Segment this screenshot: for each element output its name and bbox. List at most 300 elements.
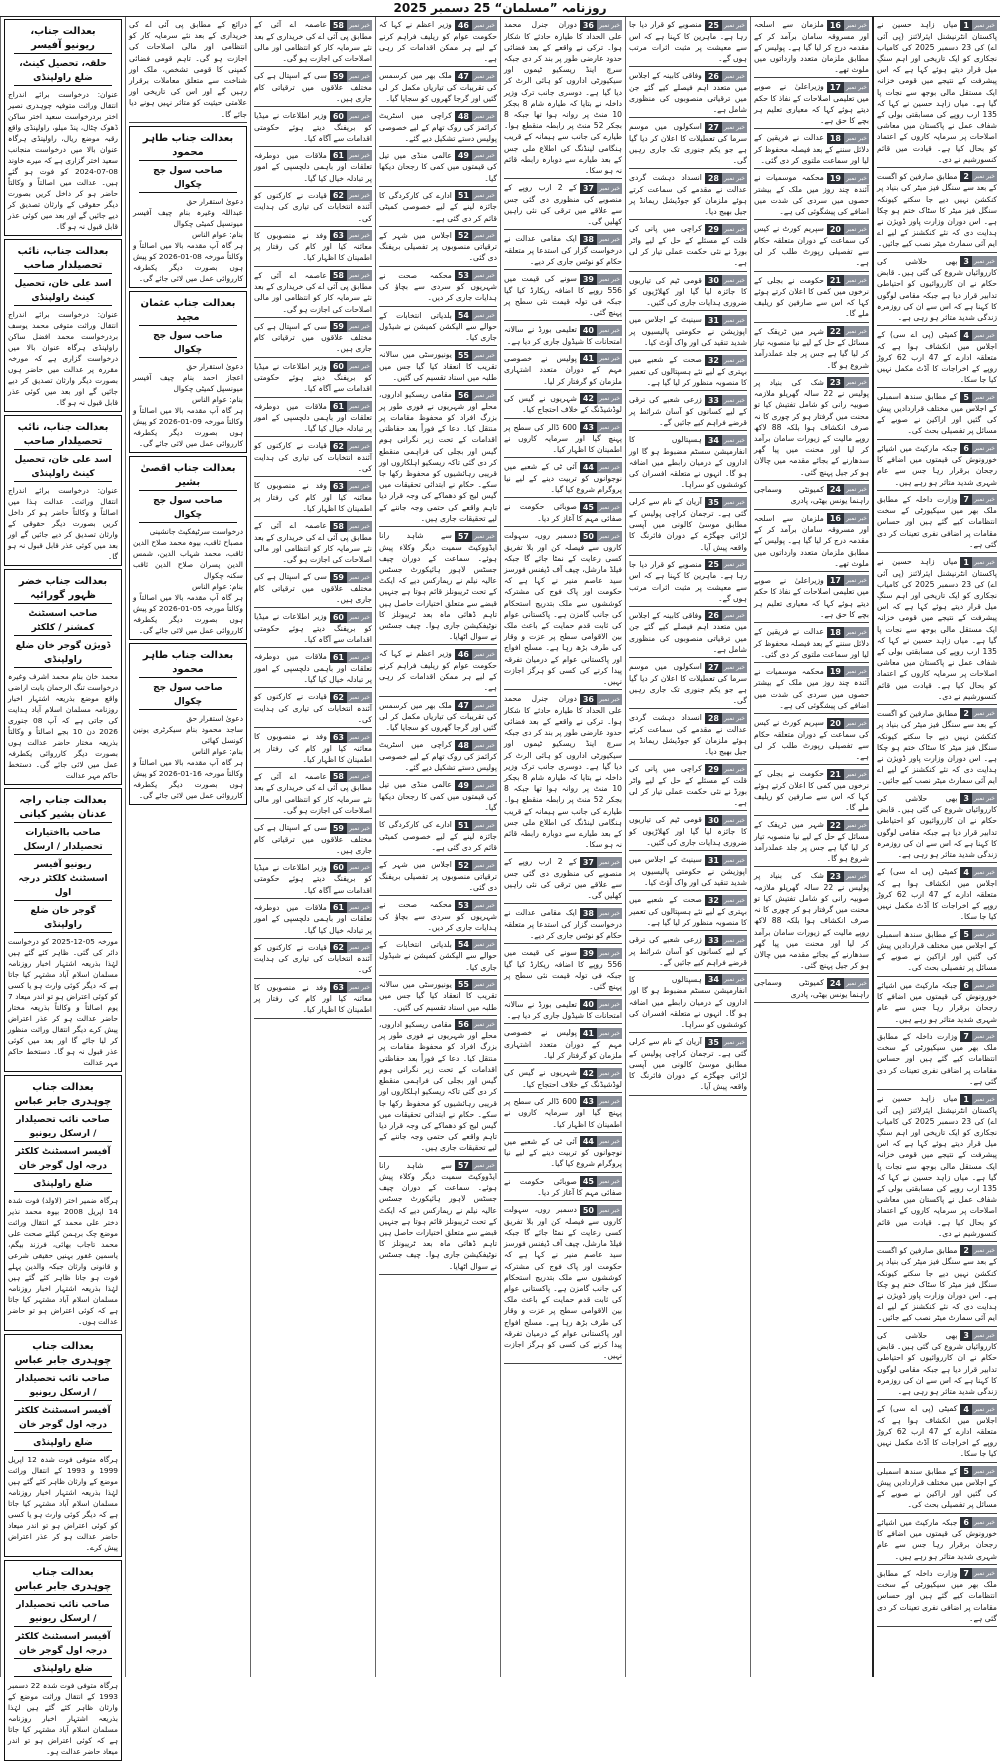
badge-number: 40	[580, 999, 597, 1010]
badge-number: 52	[455, 230, 472, 241]
news-text: انسداد دہشت گردی عدالت نے مقدمے کی سماعت کرتے ہوئے ملزمان کو جوڈیشل ریمانڈ پر جیل بھیج دیا۔	[629, 713, 747, 757]
news-text: قومی ٹیم کی تیاریوں کا جائزہ لیا گیا اور کھلاڑیوں کو ضروری ہدایات جاری کی گئیں۔	[629, 275, 747, 308]
news-number-badge	[455, 20, 497, 31]
news-text: سینیٹ کے اجلاس میں اپوزیشن نے حکومتی پالیسیوں پر شدید تنقید کی اور واک آؤٹ کیا۔	[629, 315, 747, 348]
news-text: صوبائی حکومت نے صفائی مہم کا آغاز کر دیا۔	[504, 502, 622, 523]
news-item	[754, 717, 869, 765]
news-text: اسکولوں میں موسم سرما کی تعطیلات کا اعلان کر دیا گیا ہے جو یکم جنوری تک جاری رہیں گی۔	[629, 662, 747, 705]
news-number-badge	[330, 441, 372, 452]
badge-number: 50	[580, 1205, 597, 1216]
news-text: وفاقی کابینہ کے اجلاس میں متعدد اہم فیصلے کیے گئے جن میں ترقیاتی منصوبوں کی منظوری شامل ہے۔	[629, 71, 747, 115]
news-number-badge	[827, 173, 869, 184]
badge-number: 1	[960, 20, 972, 31]
news-item	[877, 1330, 997, 1401]
news-item	[877, 1466, 997, 1514]
badge-label: خبر نمبر	[599, 909, 620, 917]
news-number-badge	[705, 559, 747, 570]
badge-label: خبر نمبر	[349, 824, 370, 832]
badge-number: 45	[580, 1176, 597, 1187]
news-text: وزیر اطلاعات نے میڈیا کو بریفنگ دیتے ہوئے حکومتی اقدامات سے آگاہ کیا۔	[254, 612, 372, 644]
news-text: ملاقات میں دوطرفہ تعلقات اور باہمی دلچسپی کے امور پر تبادلہ خیال کیا گیا۔	[254, 401, 372, 434]
news-item	[254, 862, 372, 899]
badge-number: 30	[705, 815, 722, 826]
news-number-badge	[455, 531, 497, 542]
news-text: کراچی میں اسٹریٹ کرائمز کی روک تھام کے لیے خصوصی پولیس دستے تشکیل دیے گئے۔	[379, 740, 497, 773]
news-text: پولیس نے خصوصی مہم کے دوران متعدد اشتہاری ملزمان کو گرفتار کر لیا۔	[504, 353, 622, 386]
news-number-badge	[827, 133, 869, 144]
badge-label: خبر نمبر	[974, 173, 995, 181]
badge-label: خبر نمبر	[846, 770, 867, 778]
badge-number: 42	[580, 1068, 597, 1079]
notice-sub2: ضلع راولپنڈی	[14, 1436, 112, 1451]
badge-label: خبر نمبر	[474, 192, 495, 200]
badge-number: 3	[960, 793, 972, 804]
news-number-badge	[455, 860, 497, 871]
news-item	[254, 651, 372, 688]
news-item	[379, 150, 497, 187]
notice-parties: ساجد محمود بنام سیکرٹری یونین کونسل کھائی	[133, 724, 243, 745]
news-text: وزیر اعظم نے کہا کہ حکومت عوام کو ریلیف فراہم کرنے کے لیے ہر ممکن اقدامات کر رہی ہے۔	[379, 20, 497, 63]
news-text: محکمہ صحت نے شہریوں کو سردی سے بچاؤ کی ہدایات جاری کر دیں۔	[379, 270, 497, 303]
news-number-badge	[580, 234, 622, 245]
news-number-badge	[705, 395, 747, 406]
badge-label: خبر نمبر	[846, 379, 867, 387]
news-number-badge	[705, 20, 747, 31]
court-notice	[129, 456, 247, 640]
badge-number: 58	[330, 521, 347, 532]
news-text: قیادت نے کارکنوں کو آئندہ انتخابات کی تیاری کی ہدایت کی۔	[254, 441, 372, 474]
news-number-badge	[330, 361, 372, 372]
badge-label: خبر نمبر	[474, 781, 495, 789]
news-text: وفد نے منصوبوں کا معائنہ کیا اور کام کی رفتار پر اطمینان کا اظہار کیا۔	[254, 732, 372, 764]
news-text: وفد نے منصوبوں کا معائنہ کیا اور کام کی رفتار پر اطمینان کا اظہار کیا۔	[254, 230, 372, 263]
badge-number: 19	[827, 173, 844, 184]
news-item	[629, 70, 747, 118]
column-news-3	[625, 17, 750, 1677]
news-item	[504, 1136, 622, 1173]
news-item	[877, 980, 997, 1028]
news-text: ادارے کی کارکردگی کا جائزہ لینے کے لیے خصوصی کمیٹی قائم کر دی گئی ہے۔	[379, 820, 497, 852]
news-item	[754, 819, 869, 867]
news-text: ایک مقامی عدالت نے درخواست گزار کی استدعا پر متعلقہ حکام کو نوٹس جاری کر دیے۔	[504, 234, 622, 266]
news-text: دوران جنرل محمد علی الحداد کا طیارہ حادثے کا شکار ہوا۔ ترکی نے واقعے کے بعد فضائی حدود عارضی طور پر بند کر دی جبکہ سرچ اینڈ ریسکیو ٹیموں اور سیکیورٹی اداروں کو ہائی الرٹ کر دیا گیا ہے۔ دوسری جانب ترک وزیر داخلہ نے بتایا کہ طیارہ شام 8 بجکر 10 منٹ پر روانہ ہوا تھا جبکہ 8 بجکر 52 منٹ پر رابطہ منقطع ہوا۔ طیارے کی جانب سے ہیمانہ کے قریب ہنگامی لینڈنگ کی اطلاع ملی جس کے بعد طیارے سے دوبارہ رابطہ قائم نہ ہو سکا۔	[504, 694, 622, 850]
news-item	[254, 520, 372, 568]
news-item	[379, 899, 497, 936]
badge-number: 16	[827, 20, 844, 31]
news-item	[877, 329, 997, 388]
news-item	[504, 353, 622, 390]
news-number-badge	[455, 939, 497, 950]
badge-number: 38	[580, 234, 597, 245]
notice-parties: عبداللہ وغیرہ بنام چیف آفیسر میونسپل کمیٹی چکوال	[133, 207, 243, 228]
badge-number: 1	[960, 1094, 972, 1105]
badge-label: خبر نمبر	[349, 693, 370, 701]
news-text: وزارت داخلہ کے مطابق ملک بھر میں سیکیورٹی کے سخت انتظامات کیے گئے ہیں اور حساس مقامات پر اضافی نفری تعینات کر دی گئی ہے۔	[877, 1568, 997, 1623]
badge-number: 59	[330, 71, 347, 82]
news-text: عاصمہ اے آئی کے مطابق پی آئی اے کی خریداری کے بعد نئے سرمایہ کار کو انتظامی اور مالی اصلاحات کی اجازت ہو گی۔	[254, 771, 372, 815]
badge-label: خبر نمبر	[349, 442, 370, 450]
column-news-1	[872, 17, 1000, 1677]
news-item	[254, 361, 372, 398]
news-text: وفاقی کابینہ کے اجلاس میں متعدد اہم فیصلے کیے گئے جن میں ترقیاتی منصوبوں کی منظوری شامل ہے۔	[629, 610, 747, 654]
news-text: مقامی ریسکیو اداروں، محلے اور شہریوں نے فوری طور پر بزرگ افراد کو محفوظ مقامات پر منتقل کیا۔ دعا کے فوراً بعد حفاظتی اقدامات کے تحت زیر نگرانی ہوم گیس اور بجلی کی فراہمی منقطع کر دی گئی تاکہ ریسکیو اہلکاروں اور قریبی رہائشیوں کو محفوظ رکھا جا سکے۔ حکام نے ابتدائی تحقیقات میں گیس لیج کو دھماکے کی وجہ قرار دیا تاہم واقعے کی حتمی وجہ جاننے کے لیے تحقیقات جاری ہیں۔	[379, 1019, 497, 1153]
badge-label: خبر نمبر	[599, 1069, 620, 1077]
news-item	[629, 1036, 747, 1095]
badge-label: خبر نمبر	[724, 356, 745, 364]
news-item	[254, 822, 372, 859]
badge-number: 53	[455, 900, 472, 911]
news-number-badge	[580, 274, 622, 285]
notice-title: اسد علی خان، تحصیل کینٹ راولپنڈی	[14, 277, 112, 306]
news-text: صحت کے شعبے میں بہتری کے لیے نئے ہسپتالوں کی تعمیر کا منصوبہ منظور کر لیا گیا ہے۔	[629, 895, 747, 927]
news-item	[379, 310, 497, 347]
badge-label: خبر نمبر	[349, 152, 370, 160]
badge-number: 21	[827, 769, 844, 780]
news-text: سی کے اسپتال ہے کی مختلف علاقوں میں ترقیاتی کام جاری ہیں۔	[254, 71, 372, 103]
notice-type: درخواست سرٹیفکیٹ جانشینی	[149, 526, 243, 536]
badge-label: خبر نمبر	[474, 232, 495, 240]
news-text: آریان کے نام سے کرلی گئی ہے۔ ترجمان کراچی پولیس کے مطابق موسیٰ کالونی میں آپسی لڑائی جھگڑے کے دوران فائرنگ کا واقعہ پیش آیا۔	[629, 497, 747, 552]
badge-label: خبر نمبر	[846, 872, 867, 880]
news-number-badge	[705, 224, 747, 235]
news-number-badge	[827, 978, 869, 989]
notice-sub: آفیسر اسسٹنٹ کلکٹر درجہ اول گوجر خان	[14, 1145, 112, 1174]
badge-number: 29	[705, 764, 722, 775]
court-notice	[4, 569, 122, 785]
news-text: شک کی بنیاد پر پولیس نے 22 سالہ گھریلو ملازمہ صوبیہ رانی کو شامل تفتیش کیا تو محنت میں گرفتار ہو کر چوری کا نہ صرف انکشاف ہوا بلکہ 88 لاکھ روپے مالیت کے زیورات سامان برآمد کر لیا اور محنت میں پیا گھر سدھارنے کے بجائے مقدمہ میں چالان ہو کر جیل پہنچ گئی۔	[754, 871, 869, 971]
news-text: وزیر اعظم نے کہا کہ حکومت عوام کو ریلیف فراہم کرنے کے لیے ہر ممکن اقدامات کر رہی ہے۔	[379, 649, 497, 693]
badge-number: 43	[580, 422, 597, 433]
badge-number: 30	[705, 275, 722, 286]
notice-court: بعدالت جناب راجہ عدنان بشیر کیانی	[14, 794, 112, 823]
badge-label: خبر نمبر	[349, 323, 370, 331]
news-item	[877, 391, 997, 439]
news-number-badge	[960, 1517, 997, 1528]
news-item	[254, 190, 372, 227]
news-number-badge	[580, 1096, 622, 1107]
news-number-badge	[455, 350, 497, 361]
notice-court: بعدالت جناب طاہر محمود	[139, 132, 237, 161]
news-text: بھی حلاشی کی کارروائیاں شروع کی گئی ہیں۔ قابض حکام نے ان کارروائیوں کو احتیاطی تدابیر قرار دیا ہے جبکہ مقامی لوگوں کا کہنا ہے کہ اس سے ان کی روزمرہ زندگی شدید متاثر ہو رہی ہے۔	[877, 256, 997, 322]
news-number-badge	[580, 502, 622, 513]
news-number-badge	[455, 71, 497, 82]
news-text: دسمبر روں، سہولت کاروں سے فیصلہ کن اور بلا تفریق کسی رعایت کے نمٹا جائے گا جبکہ فیلڈ مارشل، چیف آف ڈیفنس فورسز سید عاصم منیر نے کہا ہے کہ حکومت اور پاک فوج کی مشترکہ کوششوں سے ملک بتدریج استحکام کی جانب گامزن ہے۔ پاکستانی عوام کی ثابت قدم حمایت کے باعث ملک بین الاقوامی سطح پر عزت و وقار کی طرف بڑھ رہا ہے۔ مسلح افواج اور پاکستانی عوام کے درمیان تفرقہ پیدا کرنے کی کسی کو ہرگز اجازت نہیں۔	[504, 531, 622, 687]
badge-number: 4	[960, 1404, 972, 1415]
news-number-badge	[330, 612, 372, 623]
news-text: بھی حلاشی کی کارروائیاں شروع کی گئی ہیں۔ قابض حکام نے ان کارروائیوں کو احتیاطی تدابیر قرار دیا ہے جبکہ مقامی لوگوں کا کہنا ہے کہ اس سے ان کی روزمرہ زندگی شدید متاثر ہو رہی ہے۔	[877, 793, 997, 859]
badge-number: 59	[330, 321, 347, 332]
badge-label: خبر نمبر	[724, 936, 745, 944]
news-text: تعلیمی بورڈ نے سالانہ امتحانات کا شیڈول جاری کر دیا ہے۔	[504, 999, 622, 1020]
news-number-badge	[455, 310, 497, 321]
badge-number: 63	[330, 481, 347, 492]
news-text: جبکہ مارکیٹ میں اشیائے خورونوش کی قیمتوں میں اضافے کا رجحان برقرار رہا جس سے عام شہری شدید متاثر ہو رہے ہیں۔	[877, 443, 997, 487]
badge-number: 47	[455, 700, 472, 711]
badge-label: خبر نمبر	[599, 503, 620, 511]
news-number-badge	[580, 999, 622, 1010]
badge-label: خبر نمبر	[474, 741, 495, 749]
news-number-badge	[580, 393, 622, 404]
notice-title: اسد علی خان، تحصیل کینٹ راولپنڈی	[14, 453, 112, 482]
news-text: تعلیمی بورڈ نے سالانہ امتحانات کا شیڈول جاری کر دیا ہے۔	[504, 325, 622, 346]
notice-court: بعدالت جناب چوہدری جابر عباس	[14, 1081, 112, 1110]
news-item	[504, 324, 622, 350]
news-number-badge	[960, 980, 997, 991]
notice-title: صاحب سول جج چکوال	[139, 329, 237, 358]
badge-label: خبر نمبر	[724, 896, 745, 904]
badge-label: خبر نمبر	[349, 363, 370, 371]
badge-label: خبر نمبر	[724, 436, 745, 444]
badge-label: خبر نمبر	[349, 403, 370, 411]
news-text: میاں زاہد حسین نے پاکستان انٹرنیشنل ایئرلائنز (پی آئی اے) کی 23 دسمبر 2025 کی کامیاب نجکاری کو ایک تاریخی اور اہم سنگِ میل قرار دیتے ہوئے کہا ہے کہ اس پیشرفت کے نتیجے میں قومی خزانہ ایک مستقل مالی بوجھ سے نجات پا گیا ہے۔ میاں زاہد حسین نے کہا کہ 135 ارب روپے کی مسابقتی بولی کے شفاف عمل نے پاکستان میں معاشی اصلاحات پر سرمایہ کاروں کے اعتماد کو بحال کیا ہے۔ قیادت میں قائم کنسورشیم نے دی۔	[877, 557, 998, 701]
news-number-badge	[960, 557, 997, 568]
badge-label: خبر نمبر	[599, 21, 620, 29]
news-number-badge	[580, 694, 622, 705]
news-number-badge	[455, 270, 497, 281]
badge-label: خبر نمبر	[474, 1021, 495, 1029]
news-text: وزیر اطلاعات نے میڈیا کو بریفنگ دیتے ہوئے حکومتی اقدامات سے آگاہ کیا۔	[254, 862, 372, 895]
badge-number: 53	[455, 270, 472, 281]
news-item	[877, 19, 997, 168]
news-number-badge	[455, 230, 497, 241]
badge-number: 35	[705, 1037, 722, 1048]
news-text: ہسپتالوں کا انفارمیشن سسٹم مضبوط ہو گا اور اداروں کے درمیان رابطے میں اضافہ ہو گا۔ انہوں نے متعلقہ افسران کی کوششوں کو سراہا۔	[629, 974, 747, 1030]
news-text: کے مطابق سندھ اسمبلی کے اجلاس میں مختلف قراردادیں پیش کی گئیں اور اراکین نے صوبے کے مسائل پر تفصیلی بحث کی۔	[877, 1466, 997, 1510]
badge-label: خبر نمبر	[846, 83, 867, 91]
court-notice	[4, 1334, 122, 1557]
notice-title: صاحب نائب تحصیلدار / ارسکل ریونیو	[14, 1598, 112, 1627]
news-item	[254, 771, 372, 819]
badge-number: 51	[455, 820, 472, 831]
badge-number: 62	[330, 692, 347, 703]
news-item	[254, 70, 372, 107]
news-item	[877, 443, 997, 491]
news-number-badge	[960, 1330, 997, 1341]
news-item	[877, 1031, 997, 1090]
badge-number: 23	[827, 871, 844, 882]
news-number-badge	[455, 111, 497, 122]
news-number-badge	[580, 1205, 622, 1216]
news-number-badge	[827, 275, 869, 286]
badge-number: 60	[330, 612, 347, 623]
news-text: انسداد دہشت گردی عدالت نے مقدمے کی سماعت کرتے ہوئے ملزمان کو جوڈیشل ریمانڈ پر جیل بھیج دیا۔	[629, 173, 747, 217]
notice-sub: ڈویژن گوجر خان ضلع راولپنڈی	[14, 639, 112, 668]
news-item	[254, 230, 372, 267]
badge-number: 6	[960, 1517, 972, 1528]
news-number-badge	[330, 902, 372, 913]
news-text: عاصمہ اے آئی کے مطابق پی آئی اے کی خریداری کے بعد نئے سرمایہ کار کو انتظامی اور مالی اصلاحات کی اجازت ہو گی۔	[254, 20, 372, 63]
news-number-badge	[705, 713, 747, 724]
news-number-badge	[330, 71, 372, 82]
notice-title: حلقہ، تحصیل کینٹ، ضلع راولپنڈی	[14, 57, 112, 86]
badge-number: 36	[580, 694, 597, 705]
news-number-badge	[827, 513, 869, 524]
news-number-badge	[705, 610, 747, 621]
news-number-badge	[580, 20, 622, 31]
news-item	[254, 942, 372, 979]
news-number-badge	[580, 1176, 622, 1187]
badge-label: خبر نمبر	[846, 668, 867, 676]
badge-label: خبر نمبر	[474, 702, 495, 710]
notice-sub2: ضلع راولپنڈی	[14, 1177, 112, 1192]
news-item	[379, 739, 497, 776]
news-text: عدالت نے فریقین کے دلائل سننے کے بعد فیصلہ محفوظ کر لیا اور سماعت ملتوی کر دی گئی۔	[754, 133, 869, 166]
news-text: قیادت نے کارکنوں کو آئندہ انتخابات کی تیاری کی ہدایت کی۔	[254, 692, 372, 724]
news-item	[629, 172, 747, 220]
news-number-badge	[705, 315, 747, 326]
news-item	[504, 422, 622, 459]
news-number-badge	[330, 823, 372, 834]
badge-label: خبر نمبر	[599, 949, 620, 957]
news-item	[254, 321, 372, 358]
badge-number: 21	[827, 275, 844, 286]
news-number-badge	[827, 666, 869, 677]
badge-label: خبر نمبر	[349, 21, 370, 29]
badge-number: 41	[580, 353, 597, 364]
news-number-badge	[827, 575, 869, 586]
news-number-badge	[960, 392, 997, 403]
news-number-badge	[705, 662, 747, 673]
news-text: 600 ڈالر کی سطح پر پہنچ گیا اور سرمایہ کاروں نے اطمینان کا اظہار کیا۔	[504, 1096, 622, 1129]
news-number-badge	[960, 1568, 997, 1579]
badge-number: 48	[455, 740, 472, 751]
badge-label: خبر نمبر	[474, 351, 495, 359]
news-text: ایک مقامی عدالت نے درخواست گزار کی استدعا پر متعلقہ حکام کو نوٹس جاری کر دیے۔	[504, 908, 622, 941]
notice-parties: اعجاز احمد بنام چیف آفیسر میونسپل کمیٹی چکوال	[133, 372, 243, 393]
badge-label: خبر نمبر	[724, 21, 745, 29]
badge-number: 49	[455, 780, 472, 791]
news-number-badge	[330, 481, 372, 492]
news-item	[254, 480, 372, 517]
news-item	[254, 731, 372, 768]
news-text: سی کے اسپتال ہے کی مختلف علاقوں میں ترقیاتی کام جاری ہیں۔	[254, 572, 372, 605]
notice-court: بعدالت جناب، نائب تحصیلدار صاحب	[14, 421, 112, 450]
news-item	[877, 929, 997, 977]
badge-number: 31	[705, 315, 722, 326]
news-number-badge	[330, 982, 372, 993]
news-text: شہر میں ٹریفک کے مسائل کے حل کے لیے نیا منصوبہ تیار کر لیا گیا ہے جس پر جلد عملدرآمد شروع ہو گا۔	[754, 820, 869, 864]
badge-label: خبر نمبر	[474, 532, 495, 540]
news-item	[504, 273, 622, 321]
badge-number: 29	[705, 224, 722, 235]
news-number-badge	[580, 1136, 622, 1147]
news-item	[379, 19, 497, 67]
badge-number: 47	[455, 71, 472, 82]
news-number-badge	[455, 190, 497, 201]
news-item	[254, 150, 372, 187]
news-number-badge	[827, 871, 869, 882]
news-number-badge	[705, 497, 747, 508]
badge-label: خبر نمبر	[724, 561, 745, 569]
badge-label: خبر نمبر	[349, 613, 370, 621]
badge-label: خبر نمبر	[974, 496, 995, 504]
news-number-badge	[580, 462, 622, 473]
court-notice	[4, 239, 122, 412]
news-number-badge	[705, 173, 747, 184]
news-item	[877, 171, 997, 253]
notice-body: ہر گاہ آپ مقدمہ بالا میں اصالتاً و وکالتاً مورخہ 09-01-2026 کو پیش ہوں بصورت دیگر یکطرفہ کارروائی عمل میں لائی جائے گی۔	[133, 405, 243, 448]
news-number-badge	[827, 820, 869, 831]
badge-label: خبر نمبر	[474, 272, 495, 280]
news-item	[629, 121, 747, 169]
badge-number: 1	[960, 557, 972, 568]
badge-label: خبر نمبر	[846, 719, 867, 727]
news-text: شہر میں ٹریفک کے مسائل کے حل کے لیے نیا منصوبہ تیار کر لیا گیا ہے جس پر جلد عملدرآمد شروع ہو گا۔	[754, 326, 869, 370]
news-number-badge	[960, 256, 997, 267]
news-number-badge	[705, 974, 747, 985]
badge-label: خبر نمبر	[474, 1162, 495, 1170]
news-item	[379, 939, 497, 976]
news-text: جبکہ مارکیٹ میں اشیائے خورونوش کی قیمتوں میں اضافے کا رجحان برقرار رہا جس سے عام شہری شدید متاثر ہو رہے ہیں۔	[877, 980, 997, 1024]
news-text: کمیٹی (پی اے سی) کے اجلاس میں انکشاف ہوا ہے کہ متعلقہ ادارے کے 47 ارب 62 کروڑ روپے کے اخراجات کا آڈٹ مکمل نہیں کیا جا سکا۔	[877, 1404, 997, 1459]
badge-label: خبر نمبر	[724, 976, 745, 984]
badge-label: خبر نمبر	[349, 904, 370, 912]
news-text: وزیراعلیٰ نے صوبے میں تعلیمی اصلاحات کے نفاذ کا حکم دیتے ہوئے کہا کہ معیاری تعلیم ہر بچے کا حق ہے۔	[754, 82, 869, 126]
news-text: کمیونٹی وسماجی راہنما یونس بھٹی، پادری	[754, 484, 869, 506]
news-number-badge	[705, 355, 747, 366]
newspaper-title: روزنامہ ”مسلمان“ 25 دسمبر 2025	[393, 1, 607, 15]
badge-label: خبر نمبر	[349, 482, 370, 490]
badge-number: 5	[960, 929, 972, 940]
court-notice	[129, 643, 247, 805]
news-text: وزیر اطلاعات نے میڈیا کو بریفنگ دیتے ہوئے حکومتی اقدامات سے آگاہ کیا۔	[254, 111, 372, 143]
news-text: وفد نے منصوبوں کا معائنہ کیا اور کام کی رفتار پر اطمینان کا اظہار کیا۔	[254, 481, 372, 514]
news-text: کمیونٹی وسماجی راہنما یونس بھٹی، پادری	[754, 978, 869, 999]
badge-number: 62	[330, 942, 347, 953]
news-item	[504, 1204, 622, 1364]
badge-label: خبر نمبر	[724, 277, 745, 285]
news-number-badge	[455, 979, 497, 990]
news-text: کے 2 ارب روپے کے منصوبے کی منظوری دی گئی جس سے علاقے میں ترقی کی نئی راہیں کھلیں گی۔	[504, 857, 622, 901]
news-number-badge	[827, 769, 869, 780]
news-text: کمیٹی (پی اے سی) کے اجلاس میں انکشاف ہوا ہے کہ متعلقہ ادارے کے 47 ارب 62 کروڑ روپے کے اخراجات کا آڈٹ مکمل نہیں کیا جا سکا۔	[877, 330, 997, 385]
news-number-badge	[960, 171, 997, 182]
news-text: عدالت نے فریقین کے دلائل سننے کے بعد فیصلہ محفوظ کر لیا اور سماعت ملتوی کر دی گئی۔	[754, 627, 869, 659]
badge-number: 61	[330, 652, 347, 663]
badge-label: خبر نمبر	[846, 486, 867, 494]
news-text: ملزمان سے اسلحہ اور مسروقہ سامان برآمد کر کے مقدمہ درج کر لیا گیا ہے۔ پولیس کے مطابق ملزمان متعدد وارداتوں میں ملوث تھے۔	[754, 20, 869, 75]
badge-label: خبر نمبر	[974, 982, 995, 990]
badge-number: 48	[455, 111, 472, 122]
badge-number: 56	[455, 1019, 472, 1030]
masthead	[0, 0, 1000, 17]
notice-body: عنوان: درخواست برائے اندراج انتقال وراثت متوفی محمد یوسف بردرخواست محمد افضل ساکن راولپنڈی ہرگاہ عنوان بالا میں درخواست گزاری ہے کہ مورخہ مقررہ پر عدالت میں حاضر ہوں بصورت دیگر وارثان تصدیق کر دیے جائیں گے اور بعد میں کوئی عذر قابل قبول نہ ہو گا۔	[8, 310, 118, 407]
badge-label: خبر نمبر	[846, 628, 867, 636]
notice-body: عنوان: درخواست برائے اندراج انتقال وراثت متوفیہ چوہدری نصیر اختر بردرخواست سعید اختر ساکن ڈھوک چٹال، پنڈ میلو، راولپنڈی واقع رقبہ موضع ریال، راولپنڈی ہرگاہ عنوان بالا میں درخواست منجانب سعید اختر گزاری ہے کہ میرے خاوند 08-07-2024 کو فوت ہو گئے ہیں۔ عدالت میں اصالتاً و وکالتاً حاضر ہو کر داخل کریں بصورت دیگر حقوقی کے وارثان تصدیق کر دیے جائیں گے اور بعد میں کوئی عذر قابل قبول نہ ہو گا۔	[8, 90, 118, 231]
news-item	[754, 870, 869, 974]
news-text: مطابق صارفین کو اگست کے بعد سے سنگل فیز میٹر کی بنیاد پر کنکشن نہیں دیے جا سکتے کیونکہ سنگل فیز میٹر کا سٹاک ختم ہو چکا ہے۔ اس دوران وزارت پاور ڈویژن نے ہدایت دی کہ نئے کنکشنز کے لیے اے ایم آئی سمارٹ میٹر نصب کیے جائیں۔	[877, 1245, 997, 1323]
badge-label: خبر نمبر	[846, 515, 867, 523]
badge-label: خبر نمبر	[349, 733, 370, 741]
badge-number: 27	[705, 122, 722, 133]
badge-number: 41	[580, 1028, 597, 1039]
badge-number: 4	[960, 867, 972, 878]
badge-label: خبر نمبر	[474, 861, 495, 869]
notice-body: محمد خان بنام محمد اشرف وغیرہ درخواست تنگ الرحمان بابت اراضی واقع موضع بذریعہ اشتہار اخبار روزنامہ مسلمان اسلام آباد ہدایت کی جاتی ہے کہ آپ 08 جنوری 2026 دن 10 بجے اصالتاً و وکالتاً بذریعہ مختار حاضر عدالت ہوں بصورت دیگر کارروائی یکطرفہ عمل میں لائی جائے گی۔ دستخط حاکم مہر عدالت	[8, 672, 119, 780]
badge-number: 34	[705, 435, 722, 446]
news-number-badge	[705, 895, 747, 906]
column-news-6	[250, 17, 375, 1677]
news-number-badge	[960, 443, 997, 454]
news-item	[504, 693, 622, 853]
news-item	[504, 856, 622, 904]
badge-number: 32	[705, 895, 722, 906]
badge-label: خبر نمبر	[474, 391, 495, 399]
badge-number: 59	[330, 572, 347, 583]
news-text: صوبائی حکومت نے صفائی مہم کا آغاز کر دیا۔	[504, 1176, 622, 1198]
news-text: مقامی ریسکیو اداروں، محلے اور شہریوں نے فوری طور پر بزرگ افراد کو محفوظ مقامات پر منتقل کیا۔ دعا کے فوراً بعد حفاظتی اقدامات کے تحت زیر نگرانی ہوم گیس اور بجلی کی فراہمی منقطع کر دی گئی تاکہ ریسکیو اہلکاروں اور قریبی رہائشیوں کو محفوظ رکھا جا سکے۔ حکام نے ابتدائی تحقیقات میں گیس لیج کو دھماکے کی وجہ قرار دیا تاہم واقعے کی حتمی وجہ جاننے کے لیے تحقیقات جاری ہیں۔	[379, 390, 497, 523]
badge-number: 7	[960, 1031, 972, 1042]
